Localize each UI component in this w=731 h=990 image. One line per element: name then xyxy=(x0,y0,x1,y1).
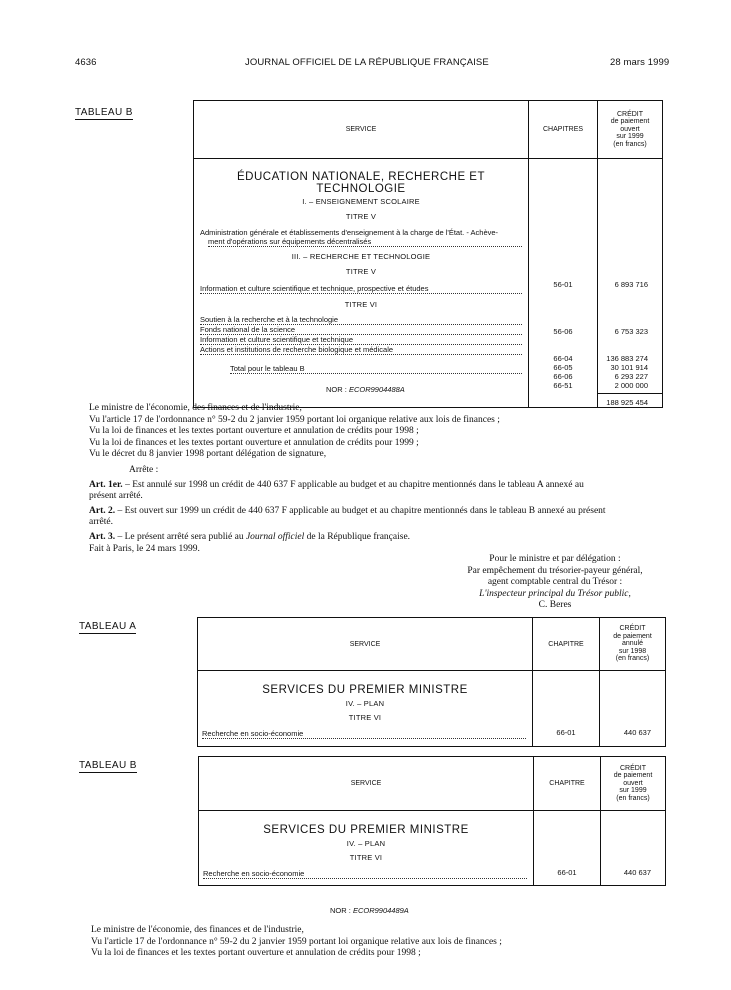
titre-label: TITRE VI xyxy=(348,713,382,722)
text-line: Vu la loi de finances et les textes portant ouverture et annulation de crédits pour 1999 ; xyxy=(89,437,419,448)
credit-cell xyxy=(598,159,663,408)
section-title: SERVICES DU PREMIER MINISTRE xyxy=(263,824,469,836)
line-item-text: Recherche en socio-économie xyxy=(203,869,527,879)
text-line: Vu l'article 17 de l'ordonnance n° 59-2 du 2 janvier 1959 portant loi organique relative aux lois de finances ; xyxy=(91,936,502,947)
credit-amount: 136 883 274 xyxy=(606,354,648,363)
chapitre-code: 66-51 xyxy=(553,381,573,390)
article-2: Art. 2. – Est ouvert sur 1999 un crédit de 440 637 F applicable au budget et au chapitre mentionnés dans le tableau B annexé au présent xyxy=(89,505,606,516)
col-header-service: SERVICE xyxy=(199,757,534,811)
col-header-chapitre: CHAPITRE xyxy=(534,757,601,811)
signatory-name: C. Beres xyxy=(538,600,572,610)
line-item-text: Administration générale et établissements d'enseignement à la charge de l'État. - Achève- xyxy=(200,228,499,237)
col-header-credit: CRÉDIT de paiement annulé sur 1998 (en francs) xyxy=(600,618,666,671)
text-line: Vu la loi de finances et les textes portant ouverture et annulation de crédits pour 1998 ; xyxy=(89,426,419,437)
chapitre-cell xyxy=(533,671,600,747)
page-number: 4636 xyxy=(75,57,97,68)
section-title: ÉDUCATION NATIONALE, RECHERCHE ET TECHNOLOGIE xyxy=(236,171,486,195)
text-line: Le ministre de l'économie, des finances et de l'industrie, xyxy=(91,925,304,935)
credit-amount: 6 753 323 xyxy=(614,327,648,336)
col-header-chapitre: CHAPITRES xyxy=(529,101,598,159)
arrete-label: Arrête : xyxy=(129,464,159,475)
decree-text-2 xyxy=(91,925,671,960)
nor-reference: NOR : ECOR9904489A xyxy=(330,906,409,915)
table-credits-a xyxy=(197,617,666,747)
table-label-b2: TABLEAU B xyxy=(79,760,137,771)
nor-reference: NOR : ECOR9904488A xyxy=(326,385,405,394)
titre-label: TITRE V xyxy=(345,212,377,221)
credit-cell xyxy=(601,811,666,886)
total-amount: 188 925 454 xyxy=(606,398,648,407)
text-line: Le ministre de l'économie, des finances et de l'industrie, xyxy=(89,403,302,413)
chapitre-code: 56-06 xyxy=(553,327,573,336)
text-line: présent arrêté. xyxy=(89,491,143,502)
chapitre-code: 66-06 xyxy=(553,372,573,381)
credit-cell xyxy=(600,671,666,747)
titre-label: TITRE VI xyxy=(349,853,383,862)
line-item-text: Information et culture scientifique et technique, prospective et études xyxy=(200,284,522,294)
col-header-credit: CRÉDIT de paiement ouvert sur 1999 (en francs) xyxy=(601,757,666,811)
col-header-chapitre: CHAPITRE xyxy=(533,618,600,671)
chapitre-code: 66-01 xyxy=(557,868,577,877)
line-item-text: Actions et institutions de recherche biologique et médicale xyxy=(200,345,522,355)
text-line: Vu le décret du 8 janvier 1998 portant délégation de signature, xyxy=(89,449,327,460)
table-label-b1: TABLEAU B xyxy=(75,107,133,118)
journal-title: JOURNAL OFFICIEL DE LA RÉPUBLIQUE FRANÇAISE xyxy=(245,57,489,68)
decree-text xyxy=(89,403,669,555)
text-line: arrêté. xyxy=(89,517,113,528)
signature-block: Pour le ministre et par délégation : Par empêchement du trésorier-payeur général, agent comptable central du Trésor : L'inspecteur principal du Trésor public, C. Beres xyxy=(440,554,670,612)
credit-amount: 440 637 xyxy=(623,868,651,877)
line-item-text: Soutien à la recherche et à la technologie xyxy=(200,315,522,325)
col-header-credit: CRÉDIT de paiement ouvert sur 1999 (en francs) xyxy=(598,101,663,159)
section-title: SERVICES DU PREMIER MINISTRE xyxy=(262,684,468,696)
article-1: Art. 1er. – Est annulé sur 1998 un crédit de 440 637 F applicable au budget et au chapitre mentionnés dans le tableau A annexé au xyxy=(89,479,584,490)
credit-amount: 6 893 716 xyxy=(614,280,648,289)
credit-amount: 30 101 914 xyxy=(610,363,648,372)
fait-line: Fait à Paris, le 24 mars 1999. xyxy=(89,543,200,554)
chapitre-cell xyxy=(529,159,598,408)
col-header-service: SERVICE xyxy=(194,101,529,159)
col-header-service: SERVICE xyxy=(198,618,533,671)
credit-amount: 2 000 000 xyxy=(614,381,648,390)
titre-label: TITRE V xyxy=(345,267,377,276)
subsection-title: IV. – PLAN xyxy=(345,699,385,708)
service-cell xyxy=(198,671,533,747)
text-line: Vu l'article 17 de l'ordonnance n° 59-2 du 2 janvier 1959 portant loi organique relative aux lois de finances ; xyxy=(89,414,500,425)
subsection-title: IV. – PLAN xyxy=(346,839,386,848)
subsection-title: I. – ENSEIGNEMENT SCOLAIRE xyxy=(302,197,420,206)
chapitre-code: 66-04 xyxy=(553,354,573,363)
chapitre-code: 56-01 xyxy=(553,280,573,289)
article-3: Art. 3. – Le présent arrêté sera publié au Journal officiel de la République française. xyxy=(89,531,411,542)
table-label-a: TABLEAU A xyxy=(79,621,137,632)
service-cell xyxy=(199,811,534,886)
text-line: Vu la loi de finances et les textes portant ouverture et annulation de crédits pour 1998 ; xyxy=(91,948,421,959)
line-item-text: ment d'opérations sur équipements décentralisés xyxy=(208,237,522,247)
issue-date: 28 mars 1999 xyxy=(610,57,670,68)
titre-label: TITRE VI xyxy=(344,300,378,309)
credit-amount: 6 293 227 xyxy=(614,372,648,381)
total-label: Total pour le tableau B xyxy=(230,364,522,374)
chapitre-code: 66-05 xyxy=(553,363,573,372)
line-item-text: Recherche en socio-économie xyxy=(202,729,526,739)
credit-amount: 440 637 xyxy=(623,728,651,737)
table-credits-b1 xyxy=(193,100,663,408)
line-item-text: Fonds national de la science xyxy=(200,325,522,335)
chapitre-code: 66-01 xyxy=(556,728,576,737)
service-cell xyxy=(194,159,529,408)
chapitre-cell xyxy=(534,811,601,886)
table-credits-b2 xyxy=(198,756,666,886)
subsection-title: III. – RECHERCHE ET TECHNOLOGIE xyxy=(291,252,431,261)
line-item-text: Information et culture scientifique et technique xyxy=(200,335,522,345)
